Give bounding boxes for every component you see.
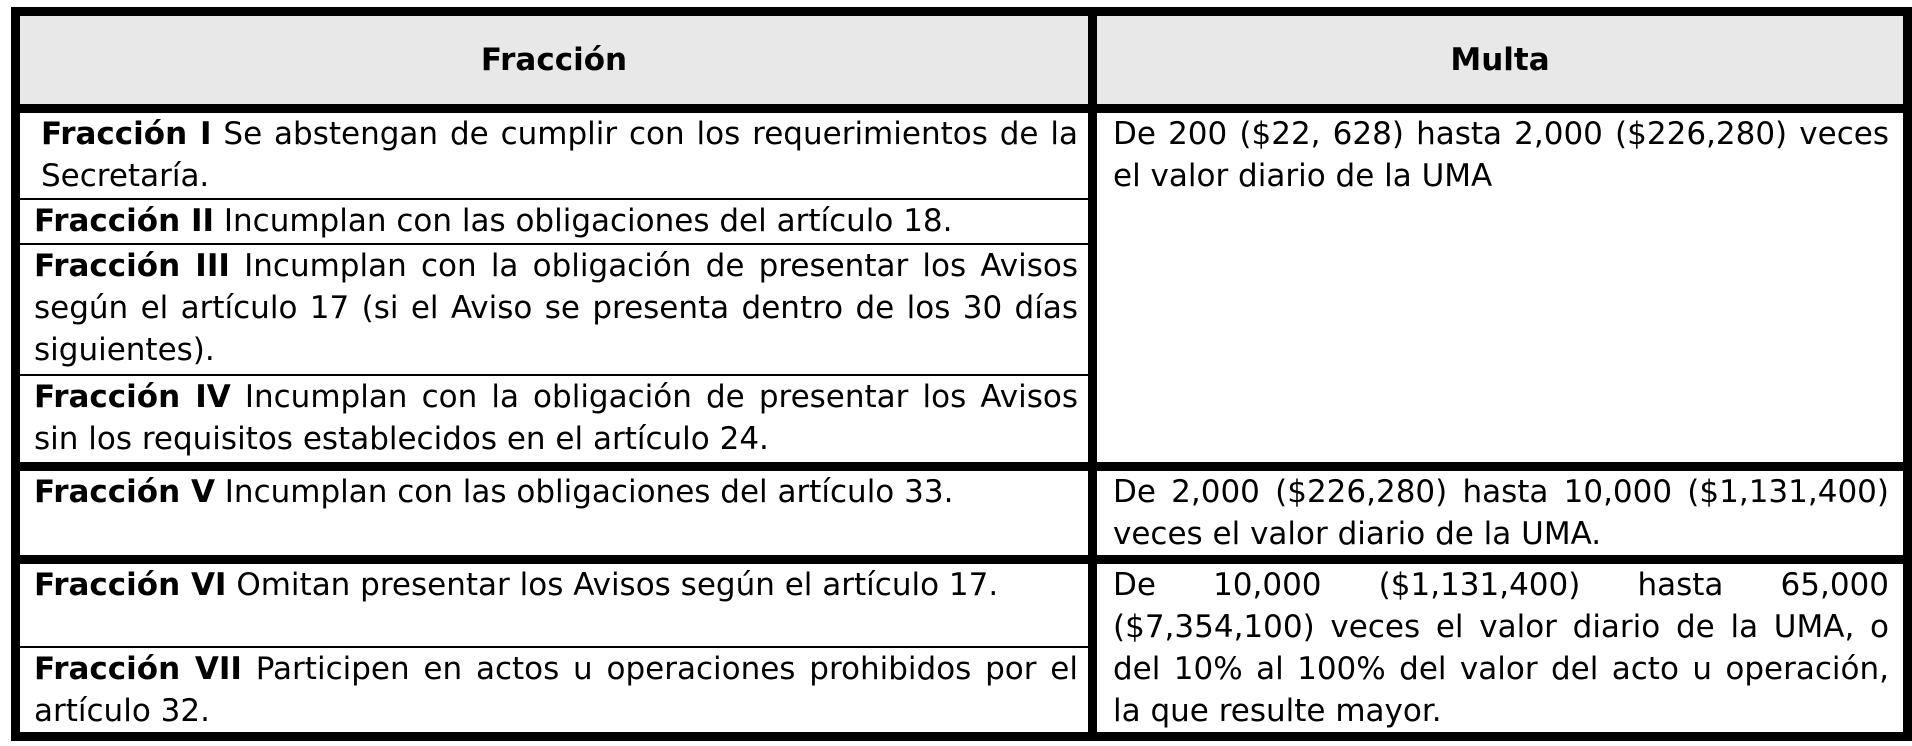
fraccion-label: Fracción I <box>41 116 212 152</box>
fraccion-text: Incumplan con la obligación de presentar los Avisos según el artículo 17 (si el Aviso se presenta dentro de los 30 días siguientes). <box>34 248 1078 368</box>
fraccion-cell <box>16 467 1093 560</box>
header-row <box>16 12 1908 109</box>
fraccion-text: Se abstengan de cumplir con los requerimientos de la Secretaría. <box>41 116 1078 194</box>
multa-text: De 200 ($22, 628) hasta 2,000 ($226,280) veces el valor diario de la UMA <box>1113 116 1889 194</box>
sanctions-table <box>11 7 1912 741</box>
multa-cell <box>1093 109 1908 467</box>
header-multa: Multa <box>1093 12 1908 109</box>
fraccion-text: Incumplan con las obligaciones del artículo 33. <box>214 474 954 510</box>
multa-text: De 2,000 ($226,280) hasta 10,000 ($1,131,400) veces el valor diario de la UMA. <box>1113 474 1889 552</box>
table-row <box>16 467 1908 560</box>
fraccion-cell <box>16 109 1093 200</box>
fraccion-cell <box>16 244 1093 375</box>
fraccion-label: Fracción II <box>34 203 215 239</box>
fraccion-text: Incumplan con las obligaciones del artículo 18. <box>214 203 953 239</box>
fraccion-label: Fracción V <box>34 474 215 510</box>
fraccion-cell <box>16 199 1093 244</box>
fraccion-label: Fracción VII <box>34 651 242 687</box>
sanctions-table-container <box>11 7 1903 730</box>
multa-cell <box>1093 560 1908 737</box>
table-row <box>16 560 1908 648</box>
multa-cell <box>1093 467 1908 560</box>
fraccion-text: Incumplan con la obligación de presentar los Avisos sin los requisitos establecidos en el artículo 24. <box>34 379 1078 457</box>
fraccion-cell <box>16 560 1093 648</box>
table-row <box>16 109 1908 200</box>
fraccion-text: Omitan presentar los Avisos según el artículo 17. <box>226 567 999 603</box>
header-fraccion: Fracción <box>16 12 1093 109</box>
fraccion-cell <box>16 647 1093 737</box>
fraccion-cell <box>16 375 1093 467</box>
fraccion-label: Fracción VI <box>34 567 227 603</box>
fraccion-label: Fracción III <box>34 248 230 284</box>
fraccion-label: Fracción IV <box>34 379 231 415</box>
fraccion-text: Participen en actos u operaciones prohibidos por el artículo 32. <box>34 651 1078 729</box>
multa-text: De 10,000 ($1,131,400) hasta 65,000 ($7,354,100) veces el valor diario de la UMA, o del 10% al 100% del valor del acto u operación, la que resulte mayor. <box>1113 567 1889 729</box>
